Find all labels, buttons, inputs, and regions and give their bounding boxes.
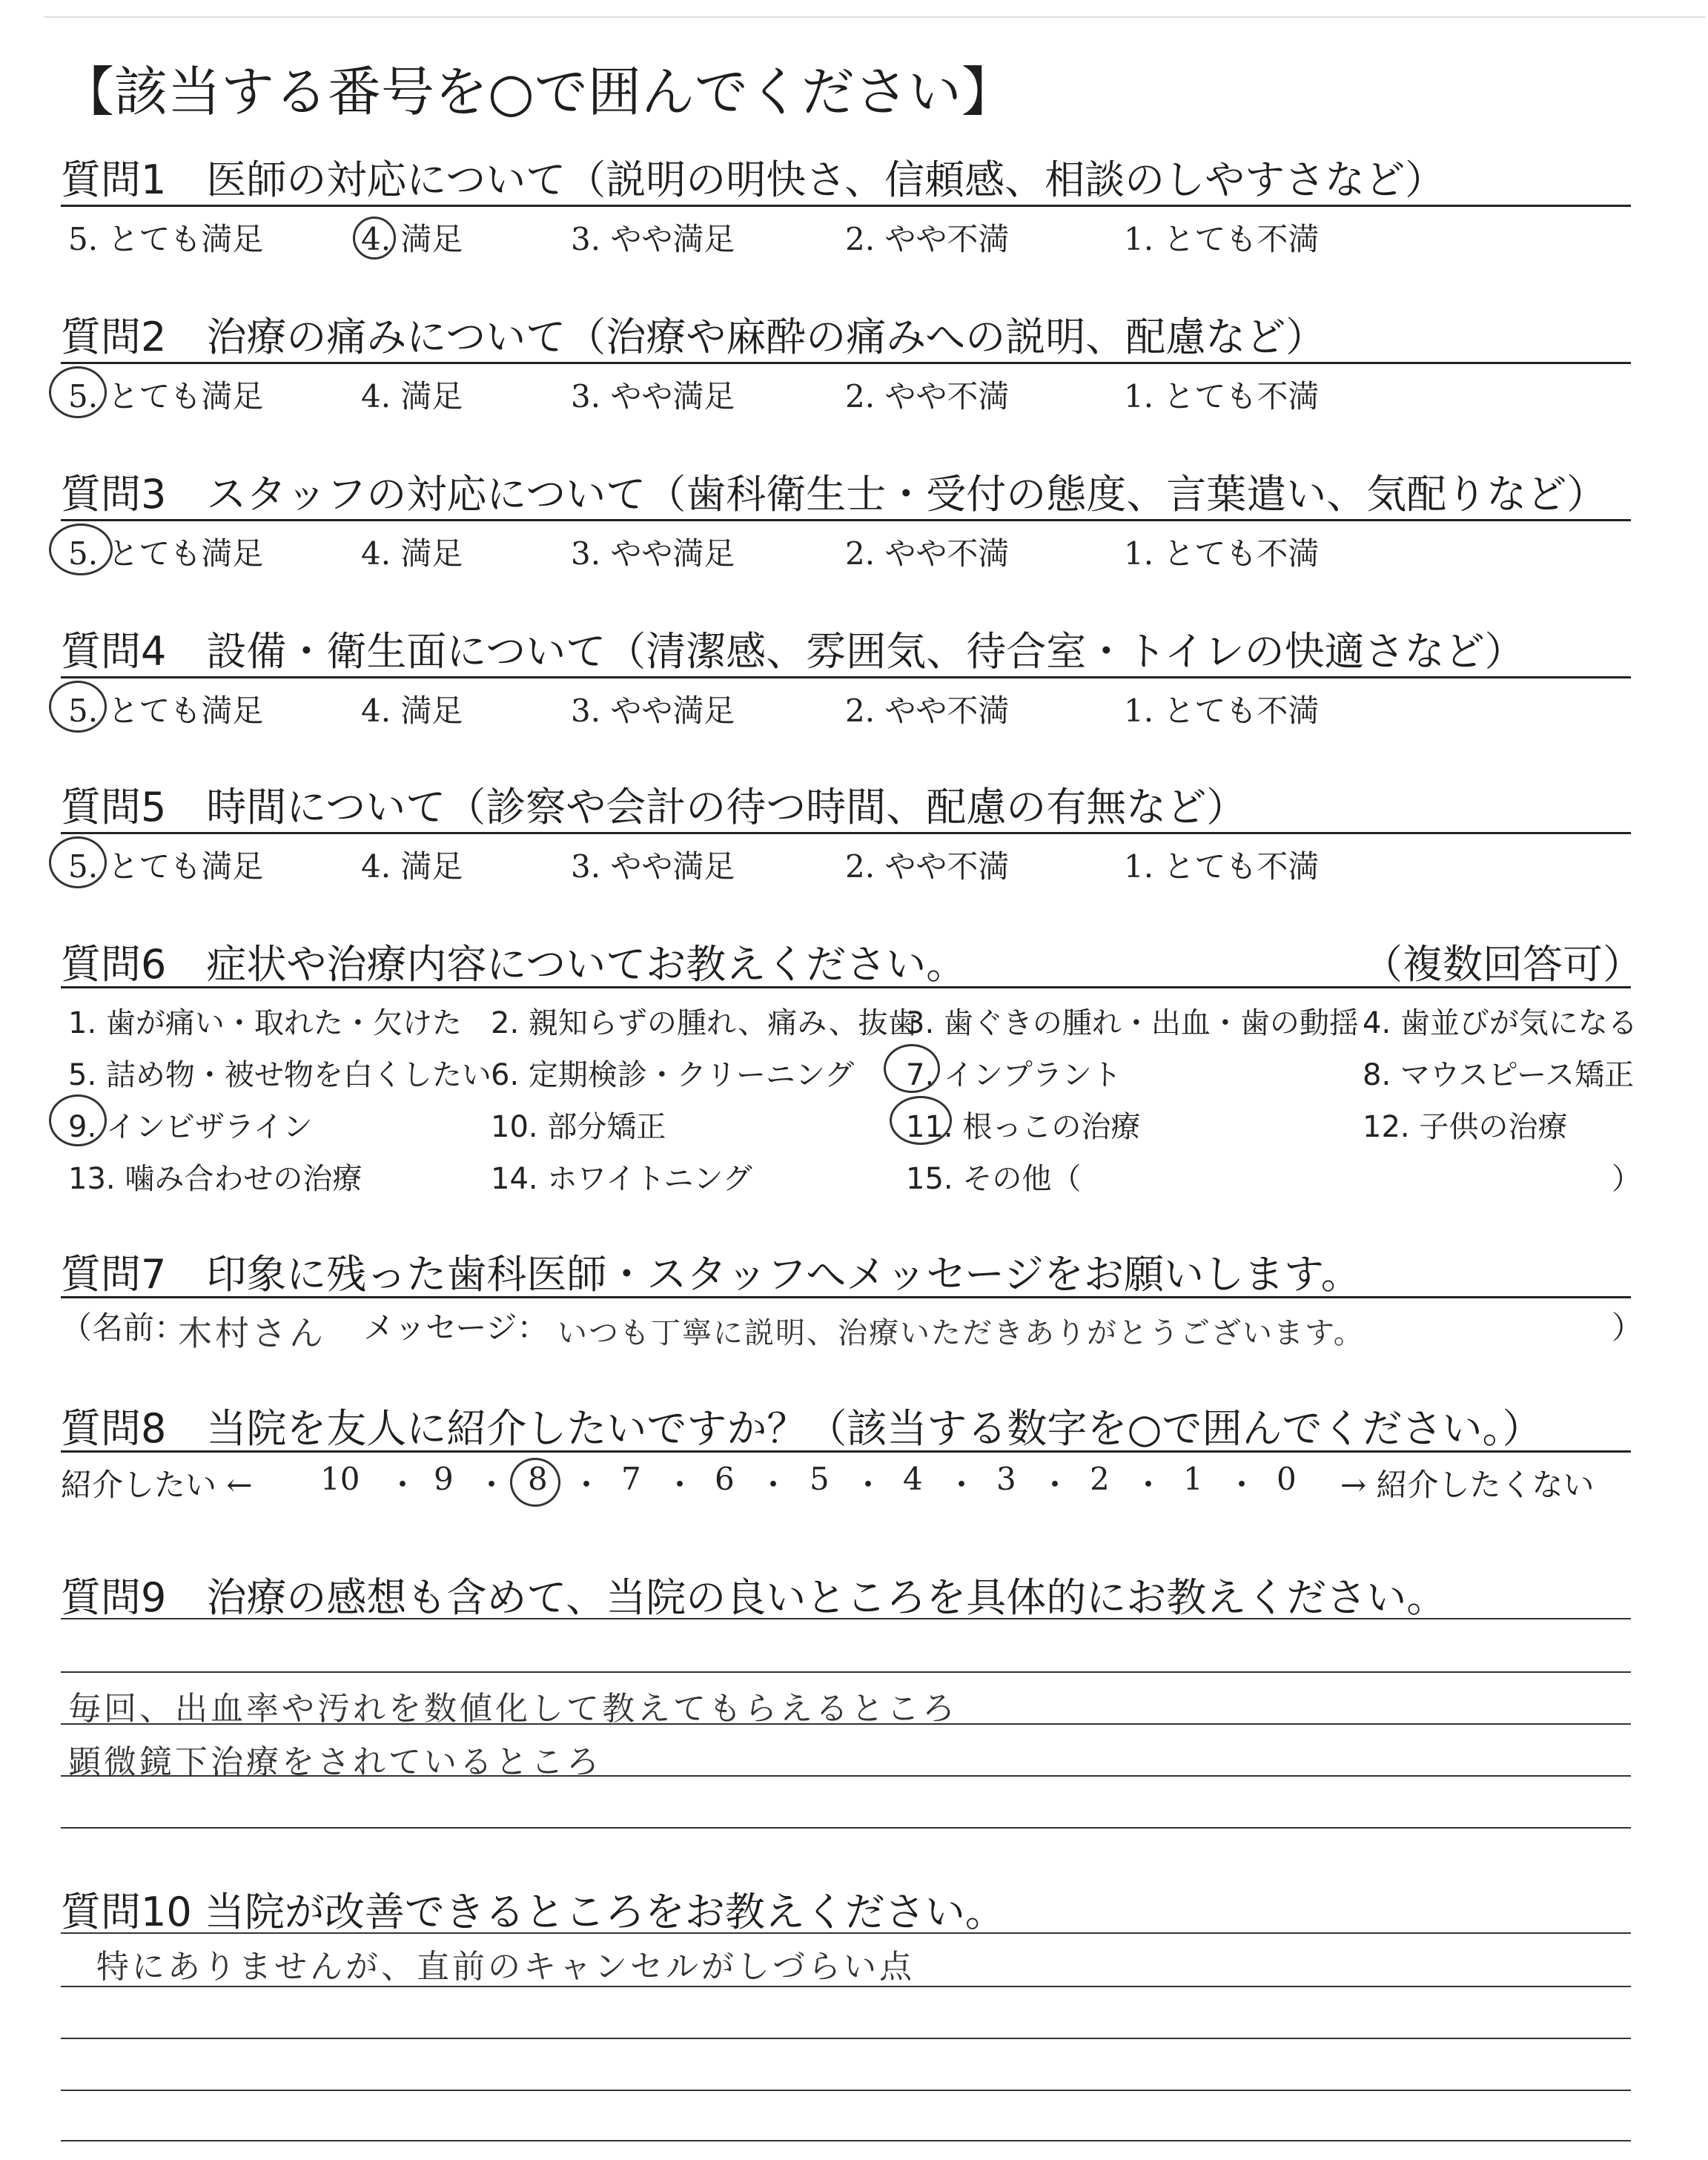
q6-option-1[interactable]: 1. 歯が痛い・取れた・欠けた: [68, 1006, 462, 1040]
q9-rule: [61, 1671, 1631, 1673]
q2-option-3[interactable]: 3. やや満足: [571, 378, 735, 415]
q8-scale-1[interactable]: 1: [1183, 1461, 1203, 1497]
q8-sep: ・: [758, 1467, 790, 1503]
q10-rule: [61, 1932, 1631, 1934]
q8-right-label: → 紹介したくない: [1340, 1467, 1595, 1503]
q8-scale-6[interactable]: 6: [715, 1461, 735, 1497]
q10-rule: [61, 2090, 1631, 2091]
q8-scale-4[interactable]: 4: [903, 1461, 923, 1497]
q5-option-5[interactable]: 5. とても満足: [68, 848, 264, 885]
q8-sep: ・: [571, 1467, 603, 1503]
q7-name-handwritten: 木村さん: [178, 1313, 326, 1353]
q5-title: 質問5 時間について（診察や会計の待つ時間、配慮の有無など）: [61, 784, 1247, 830]
q9-answer-line-2: 顕微鏡下治療をされているところ: [68, 1743, 602, 1781]
q6-option-2[interactable]: 2. 親知らずの腫れ、痛み、抜歯: [491, 1006, 918, 1040]
q2-option-5[interactable]: 5. とても満足: [68, 378, 264, 415]
page-top-border: [44, 16, 1705, 18]
q10-rule: [61, 2140, 1631, 2141]
q7-message-label: メッセージ：: [363, 1309, 549, 1346]
q6-option-6[interactable]: 6. 定期検診・クリーニング: [491, 1058, 855, 1092]
q6-other-close-paren: ）: [1612, 1162, 1641, 1196]
q1-option-4[interactable]: 4. 満足: [361, 221, 463, 257]
q2-rule: [61, 362, 1631, 364]
q8-scale-7[interactable]: 7: [621, 1461, 641, 1497]
q1-title: 質問1 医師の対応について（説明の明快さ、信頼感、相談のしやすさなど）: [61, 156, 1446, 203]
q7-close-paren: ）: [1612, 1309, 1644, 1346]
q8-title: 質問8 当院を友人に紹介したいですか？（該当する数字を○で囲んでください。）: [61, 1405, 1543, 1452]
q3-option-4[interactable]: 4. 満足: [361, 535, 463, 572]
q6-option-8[interactable]: 8. マウスピース矯正: [1363, 1058, 1635, 1092]
q8-scale-8[interactable]: 8: [528, 1461, 548, 1497]
q10-rule: [61, 2038, 1631, 2039]
q5-option-1[interactable]: 1. とても不満: [1124, 848, 1320, 885]
q9-answer-line-1: 毎回、出血率や汚れを数値化して教えてもらえるところ: [68, 1690, 958, 1728]
q10-answer-line-1: 特にありませんが、直前のキャンセルがしづらい点: [96, 1948, 915, 1986]
q6-option-12[interactable]: 12. 子供の治療: [1363, 1110, 1568, 1144]
q3-option-3[interactable]: 3. やや満足: [571, 535, 735, 572]
q1-rule: [61, 205, 1631, 207]
q6-option-3[interactable]: 3. 歯ぐきの腫れ・出血・歯の動揺: [906, 1006, 1359, 1040]
q8-scale-0[interactable]: 0: [1277, 1461, 1297, 1497]
q8-sep: ・: [853, 1467, 884, 1503]
q5-selected-circle: [49, 836, 107, 888]
q6-selected-circle-7: [884, 1044, 940, 1093]
q5-option-4[interactable]: 4. 満足: [361, 848, 463, 885]
q6-option-14[interactable]: 14. ホワイトニング: [491, 1162, 752, 1196]
q3-rule: [61, 519, 1631, 521]
q3-option-2[interactable]: 2. やや不満: [845, 535, 1010, 572]
q8-left-label: 紹介したい ←: [61, 1467, 253, 1503]
q9-rule: [61, 1618, 1631, 1619]
q7-name-label: （名前：: [61, 1309, 186, 1346]
q8-sep: ・: [1133, 1467, 1165, 1503]
q6-option-15[interactable]: 15. その他（: [906, 1162, 1082, 1196]
q8-scale-2[interactable]: 2: [1090, 1461, 1110, 1497]
q6-option-4[interactable]: 4. 歯並びが気になる: [1363, 1006, 1638, 1040]
q8-scale-10[interactable]: 10: [320, 1461, 360, 1497]
q6-title: 質問6 症状や治療内容についてお教えください。: [61, 941, 967, 988]
q4-option-4[interactable]: 4. 満足: [361, 693, 463, 729]
q6-option-9[interactable]: 9. インビザライン: [68, 1110, 313, 1144]
q8-scale-3[interactable]: 3: [996, 1461, 1016, 1497]
q8-sep: ・: [1226, 1467, 1258, 1503]
q1-option-2[interactable]: 2. やや不満: [845, 221, 1010, 257]
q5-rule: [61, 832, 1631, 834]
q1-option-3[interactable]: 3. やや満足: [571, 221, 735, 257]
q4-rule: [61, 676, 1631, 678]
q8-sep: ・: [476, 1467, 508, 1503]
q8-sep: ・: [387, 1467, 419, 1503]
q2-option-4[interactable]: 4. 満足: [361, 378, 463, 415]
q1-option-5[interactable]: 5. とても満足: [68, 221, 264, 257]
q2-title: 質問2 治療の痛みについて（治療や麻酔の痛みへの説明、配慮など）: [61, 314, 1326, 360]
q7-rule: [61, 1296, 1631, 1298]
q9-title: 質問9 治療の感想も含めて、当院の良いところを具体的にお教えください。: [61, 1574, 1447, 1621]
q10-title: 質問10 当院が改善できるところをお教えください。: [61, 1889, 1005, 1935]
q5-option-2[interactable]: 2. やや不満: [845, 848, 1010, 885]
q4-selected-circle: [49, 681, 107, 733]
q8-sep: ・: [664, 1467, 696, 1503]
q5-option-3[interactable]: 3. やや満足: [571, 848, 735, 885]
q4-option-2[interactable]: 2. やや不満: [845, 693, 1010, 729]
q6-option-11[interactable]: 11. 根っこの治療: [906, 1110, 1141, 1144]
q7-message-handwritten: いつも丁寧に説明、治療いただきありがとうございます。: [557, 1316, 1365, 1350]
q4-title: 質問4 設備・衛生面について（清潔感、雰囲気、待合室・トイレの快適さなど）: [61, 628, 1525, 675]
q2-option-2[interactable]: 2. やや不満: [845, 378, 1010, 415]
q8-sep: ・: [1039, 1467, 1071, 1503]
q7-title: 質問7 印象に残った歯科医師・スタッフへメッセージをお願いします。: [61, 1251, 1361, 1298]
survey-header: 【該当する番号を○で囲んでください】: [61, 61, 1015, 123]
q1-selected-circle: [353, 217, 396, 260]
q2-selected-circle: [49, 366, 107, 418]
q6-option-13[interactable]: 13. 噛み合わせの治療: [68, 1162, 363, 1196]
q4-option-5[interactable]: 5. とても満足: [68, 693, 264, 729]
q9-rule: [61, 1827, 1631, 1829]
q8-scale-5[interactable]: 5: [810, 1461, 830, 1497]
q1-option-1[interactable]: 1. とても不満: [1124, 221, 1320, 257]
q3-selected-circle: [49, 524, 113, 575]
q2-option-1[interactable]: 1. とても不満: [1124, 378, 1320, 415]
q8-scale-9[interactable]: 9: [434, 1461, 454, 1497]
q6-option-10[interactable]: 10. 部分矯正: [491, 1110, 666, 1144]
q6-rule: [61, 986, 1631, 988]
q4-option-3[interactable]: 3. やや満足: [571, 693, 735, 729]
q8-sep: ・: [946, 1467, 978, 1503]
q8-selected-circle: [510, 1458, 560, 1507]
q6-option-5[interactable]: 5. 詰め物・被せ物を白くしたい: [68, 1058, 491, 1092]
q3-option-5[interactable]: 5. とても満足: [68, 535, 264, 572]
q6-selected-circle-9: [49, 1094, 107, 1146]
q3-title: 質問3 スタッフの対応について（歯科衛生士・受付の態度、言葉遣い、気配りなど）: [61, 471, 1607, 518]
q6-note: （複数回答可）: [1363, 941, 1643, 988]
q3-option-1[interactable]: 1. とても不満: [1124, 535, 1320, 572]
q4-option-1[interactable]: 1. とても不満: [1124, 693, 1320, 729]
q6-option-7[interactable]: 7. インプラント: [906, 1058, 1122, 1092]
q6-selected-circle-11: [890, 1096, 952, 1145]
q8-rule: [61, 1450, 1631, 1453]
